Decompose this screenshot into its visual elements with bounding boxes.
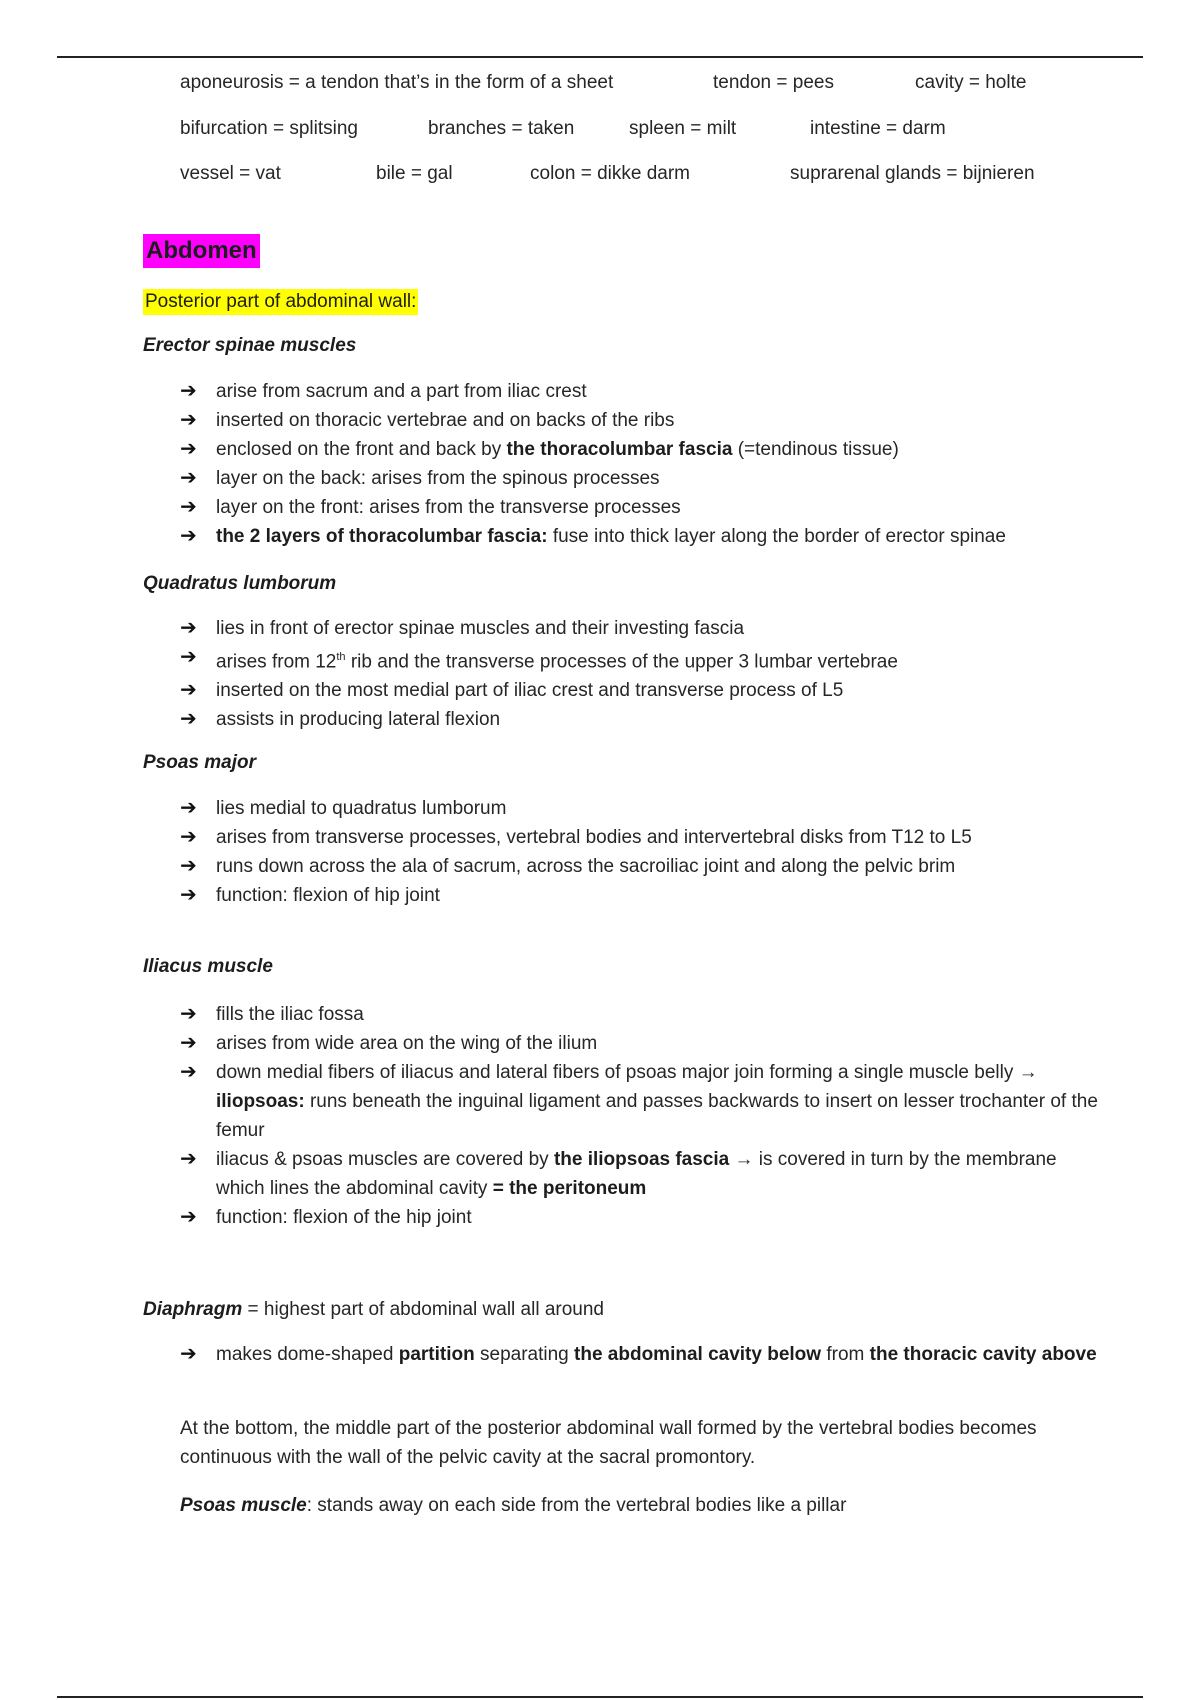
list-item: ➔ lies medial to quadratus lumborum [180,794,1100,823]
list-item: ➔ arises from 12th rib and the transverse processes of the upper 3 lumbar vertebrae [180,643,1100,676]
glossary-term: intestine = darm [810,118,946,139]
arrow-icon: ➔ [180,1206,197,1228]
heading-erector-spinae: Erector spinae muscles [143,335,357,356]
arrow-icon: ➔ [180,380,197,402]
subtitle-posterior-wall: Posterior part of abdominal wall: [143,289,418,315]
list-item: ➔ lies in front of erector spinae muscles and their investing fascia [180,614,1100,643]
heading-psoas-major: Psoas major [143,752,256,773]
list-item: ➔ function: flexion of the hip joint [180,1203,1100,1232]
top-rule [57,56,1143,58]
section-title-abdomen: Abdomen [143,234,260,268]
list-iliacus-muscle [180,1000,1100,1232]
arrow-icon: ➔ [180,409,197,431]
list-item: ➔ arises from transverse processes, vertebral bodies and intervertebral disks from T12 to L5 [180,823,1100,852]
arrow-icon: ➔ [180,525,197,547]
list-item: ➔ arises from wide area on the wing of the ilium [180,1029,1100,1058]
arrow-icon: ➔ [180,1343,197,1365]
arrow-icon: ➔ [180,708,197,731]
glossary-term: bifurcation = splitsing [180,118,358,139]
arrow-icon: ➔ [180,679,197,702]
paragraph-sacral-promontory: At the bottom, the middle part of the posterior abdominal wall formed by the vertebral bodies becomes continuous with the wall of the pelvic cavity at the sacral promontory. [180,1418,1037,1468]
paragraph-psoas-muscle: Psoas muscle: stands away on each side from the vertebral bodies like a pillar [180,1495,847,1516]
arrow-icon: ➔ [180,797,197,819]
list-diaphragm [180,1340,1100,1369]
arrow-icon: ➔ [180,1003,197,1025]
arrow-icon: ➔ [180,855,197,877]
list-item: ➔ the 2 layers of thoracolumbar fascia: fuse into thick layer along the border of erector spinae [180,522,1100,551]
arrow-icon: ➔ [180,1032,197,1054]
glossary-term: tendon = pees [713,72,834,93]
bottom-rule [57,1696,1143,1698]
glossary-term: suprarenal glands = bijnieren [790,163,1035,184]
arrow-icon: ➔ [180,826,197,848]
arrow-icon: ➔ [180,1148,197,1170]
glossary-term: vessel = vat [180,163,281,184]
arrow-icon: ➔ [180,617,197,639]
glossary-term: aponeurosis = a tendon that’s in the form of a sheet [180,72,614,93]
diaphragm-definition: Diaphragm = highest part of abdominal wall all around [143,1299,605,1320]
list-item: ➔ arise from sacrum and a part from iliac crest [180,377,1100,406]
glossary-term: bile = gal [376,163,453,184]
list-item: ➔ layer on the back: arises from the spinous processes [180,464,1100,493]
heading-quadratus-lumborum: Quadratus lumborum [143,573,337,594]
list-item: ➔ iliacus & psoas muscles are covered by the iliopsoas fascia → is covered in turn by the membrane which lines the abdominal cavity = the peritoneum [180,1145,1100,1203]
list-item: ➔ layer on the front: arises from the transverse processes [180,493,1100,522]
list-psoas-major [180,794,1100,910]
arrow-icon: ➔ [180,467,197,489]
list-quadratus-lumborum [180,614,1100,734]
arrow-icon: ➔ [180,646,197,668]
list-item: ➔ runs down across the ala of sacrum, across the sacroiliac joint and along the pelvic brim [180,852,1100,881]
list-item: ➔ fills the iliac fossa [180,1000,1100,1029]
arrow-icon: ➔ [180,1061,197,1083]
list-item: ➔ assists in producing lateral flexion [180,705,1100,734]
glossary-term: branches = taken [428,118,575,139]
list-item: ➔ inserted on the most medial part of iliac crest and transverse process of L5 [180,676,1100,705]
list-erector-spinae [180,377,1100,551]
list-item: ➔ enclosed on the front and back by the thoracolumbar fascia (=tendinous tissue) [180,435,1100,464]
list-item: ➔ makes dome-shaped partition separating the abdominal cavity below from the thoracic cavity above [180,1340,1100,1369]
arrow-icon: ➔ [180,496,197,518]
glossary-term: colon = dikke darm [530,163,690,184]
arrow-icon: ➔ [180,438,197,460]
heading-diaphragm: Diaphragm [143,1299,243,1320]
heading-iliacus-muscle: Iliacus muscle [143,956,273,977]
glossary-term: spleen = milt [629,118,737,139]
list-item: ➔ down medial fibers of iliacus and lateral fibers of psoas major join forming a single muscle belly → iliopsoas: runs beneath the inguinal ligament and passes backwards to insert on lesser trochanter of the femur [180,1058,1100,1145]
glossary-term: cavity = holte [915,72,1027,93]
arrow-icon: ➔ [180,884,197,906]
list-item: ➔ function: flexion of hip joint [180,881,1100,910]
list-item: ➔ inserted on thoracic vertebrae and on backs of the ribs [180,406,1100,435]
